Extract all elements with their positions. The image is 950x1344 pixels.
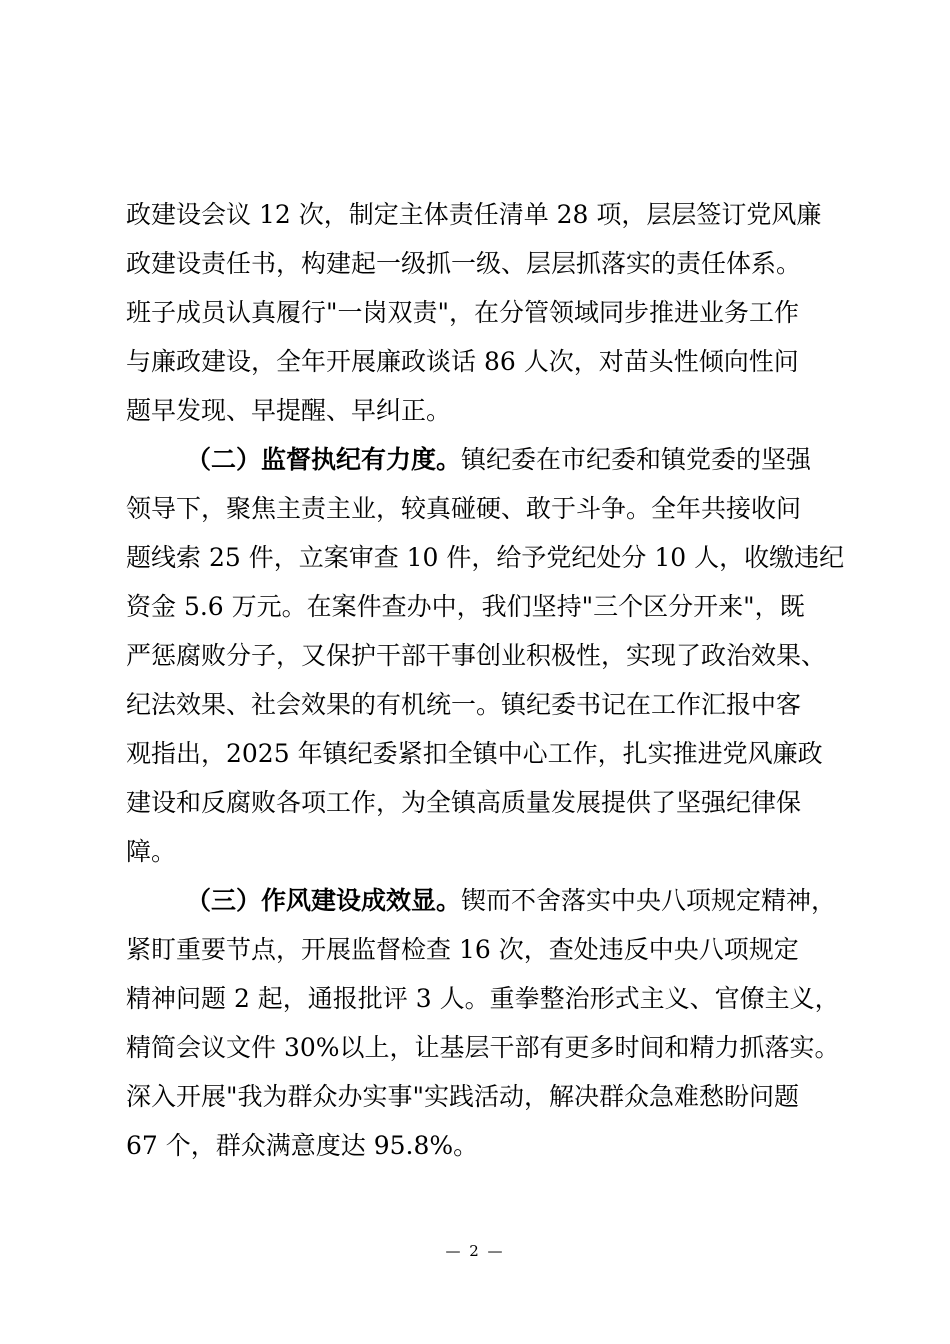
- text-line: 政建设责任书，构建起一级抓一级、层层抓落实的责任体系。: [126, 249, 802, 278]
- document-body: [126, 190, 845, 1170]
- paragraph-section-2: [126, 435, 845, 876]
- text-line: 障。: [126, 837, 177, 866]
- page-number: — 2 —: [445, 1242, 505, 1260]
- text-line: 67 个，群众满意度达 95.8%。: [126, 1131, 479, 1160]
- section-2-first-line: [126, 435, 826, 484]
- section-3-heading: （三）作风建设成效显。: [186, 886, 462, 915]
- text-line: 精神问题 2 起，通报批评 3 人。重拳整治形式主义、官僚主义，: [126, 984, 840, 1013]
- text-line: 严惩腐败分子，又保护干部干事创业积极性，实现了政治效果、: [126, 641, 827, 670]
- text-line: 与廉政建设，全年开展廉政谈话 86 人次，对苗头性倾向性问: [126, 347, 799, 376]
- text-line: 纪法效果、社会效果的有机统一。镇纪委书记在工作汇报中客: [126, 690, 802, 719]
- section-3-first-line-text: 锲而不舍落实中央八项规定精神，: [461, 886, 837, 915]
- text-line: 精简会议文件 30%以上，让基层干部有更多时间和精力抓落实。: [126, 1033, 840, 1062]
- section-2-heading: （二）监督执纪有力度。: [186, 445, 462, 474]
- text-line: 观指出，2025 年镇纪委紧扣全镇中心工作，扎实推进党风廉政: [126, 739, 823, 768]
- text-line: 紧盯重要节点，开展监督检查 16 次，查处违反中央八项规定: [126, 935, 799, 964]
- text-line: 资金 5.6 万元。在案件查办中，我们坚持"三个区分开来"，既: [126, 592, 805, 621]
- text-line: 领导下，聚焦主责主业，较真碰硬、敢于斗争。全年共接收问: [126, 494, 802, 523]
- section-3-first-line: [126, 876, 837, 925]
- text-line: 题线索 25 件，立案审查 10 件，给予党纪处分 10 人，收缴违纪: [126, 543, 845, 572]
- text-line: 建设和反腐败各项工作，为全镇高质量发展提供了坚强纪律保: [126, 788, 802, 817]
- section-2-first-line-text: 镇纪委在市纪委和镇党委的坚强: [461, 445, 812, 474]
- text-line: 班子成员认真履行"一岗双责"，在分管领域同步推进业务工作: [126, 298, 800, 327]
- paragraph-section-3: [126, 876, 840, 1170]
- text-line: 题早发现、早提醒、早纠正。: [126, 396, 452, 425]
- paragraph-intro: [126, 190, 826, 435]
- text-line: 深入开展"我为群众办实事"实践活动，解决群众急难愁盼问题: [126, 1082, 800, 1111]
- text-line: 政建设会议 12 次，制定主体责任清单 28 项，层层签订党风廉: [126, 200, 822, 229]
